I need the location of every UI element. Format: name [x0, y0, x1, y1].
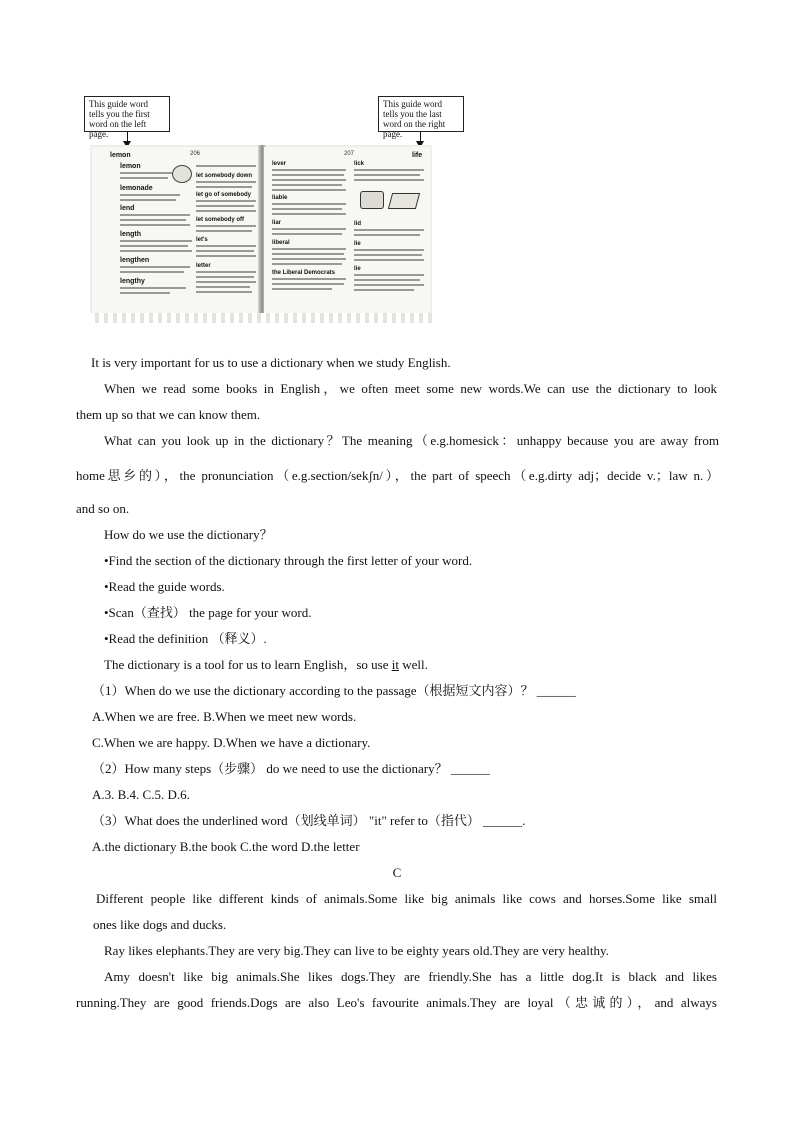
- pot-illustration: [360, 191, 384, 209]
- step-1: •Find the section of the dictionary through the first letter of your word.: [104, 553, 473, 568]
- question-2-options: A.3. B.4. C.5. D.6.: [92, 787, 190, 802]
- section-c-label: C: [392, 865, 402, 880]
- section-c-paragraph-1-line-2: ones like dogs and ducks.: [93, 917, 227, 932]
- torn-page-edge: [90, 313, 432, 323]
- left-guide-word: lemon: [110, 152, 131, 159]
- headword: lick: [354, 161, 365, 167]
- headword: letter: [196, 263, 211, 269]
- right-guide-callout: This guide word tells you the last word on the right page.: [378, 96, 464, 132]
- headword: lid: [354, 221, 361, 227]
- question-2: （2）How many steps（步骤） do we need to use the dictionary？ ______: [92, 761, 490, 776]
- box-illustration: [388, 193, 420, 209]
- dictionary-image: [90, 145, 432, 323]
- passage-paragraph-2-line-1: What can you look up in the dictionary？The meaning（e.g.homesick：unhappy because you are away from: [104, 433, 719, 448]
- right-guide-word: life: [412, 152, 423, 159]
- how-to-use-heading: How do we use the dictionary？: [104, 527, 273, 542]
- passage-paragraph-1-line-1: When we read some books in English，we often meet some new words.We can use the dictionary to look: [104, 381, 717, 396]
- headword: liable: [272, 195, 288, 201]
- headword: liberal: [272, 240, 290, 246]
- section-c-paragraph-3-line-2: running.They are good friends.Dogs are also Leo's favourite animals.They are loyal（忠诚的），and always: [76, 995, 717, 1010]
- passage-paragraph-1-line-2: them up so that we can know them.: [76, 407, 261, 422]
- headword: lengthy: [120, 278, 145, 285]
- headword: lengthen: [120, 257, 150, 264]
- headword: lever: [272, 161, 287, 167]
- step-4: •Read the definition （释义）.: [104, 631, 267, 646]
- headword: lie: [354, 266, 361, 272]
- left-guide-callout: This guide word tells you the first word on the left page.: [84, 96, 170, 132]
- passage-paragraph-2-line-2: home思乡的），the pronunciation（e.g.section/sekʃn/），the part of speech（e.g.dirty adj；decide v.；law n.）: [76, 468, 719, 483]
- headword: let somebody off: [196, 217, 245, 223]
- right-page-number: 207: [344, 151, 355, 157]
- headword: lemon: [120, 163, 141, 170]
- lemon-illustration: [172, 165, 192, 183]
- passage-paragraph-2-line-3: and so on.: [76, 501, 130, 516]
- question-1-options-cd: C.When we are happy. D.When we have a dictionary.: [92, 735, 371, 750]
- headword: the Liberal Democrats: [272, 270, 336, 276]
- passage-closing: [104, 657, 428, 673]
- closing-text-a: The dictionary is a tool for us to learn English，so use: [104, 657, 392, 672]
- headword: length: [120, 231, 141, 238]
- step-3: •Scan（查找） the page for your word.: [104, 605, 312, 620]
- headword: lend: [120, 205, 135, 212]
- section-c-paragraph-2: Ray likes elephants.They are very big.They can live to be eighty years old.They are very healthy.: [104, 943, 609, 958]
- question-1-options-ab: A.When we are free. B.When we meet new words.: [92, 709, 357, 724]
- question-1: （1）When do we use the dictionary according to the passage（根据短文内容）？ ______: [92, 683, 576, 698]
- headword: lie: [354, 241, 361, 247]
- dictionary-right-page: [264, 147, 430, 315]
- headword: let's: [196, 237, 208, 243]
- section-c-paragraph-1-line-1: Different people like different kinds of animals.Some like big animals like cows and horses.Some like small: [96, 891, 717, 906]
- section-c-paragraph-3-line-1: Amy doesn't like big animals.She likes dogs.They are friendly.She has a little dog.It is black and likes: [104, 969, 717, 984]
- headword: let go of somebody: [196, 192, 252, 198]
- question-3: （3）What does the underlined word（划线单词） "it" refer to（指代） ______.: [92, 813, 526, 828]
- left-page-number: 206: [190, 151, 201, 157]
- passage-intro: It is very important for us to use a dictionary when we study English.: [91, 355, 451, 370]
- closing-text-b: well.: [399, 657, 428, 672]
- dictionary-left-page: [92, 147, 260, 315]
- headword: liar: [272, 220, 282, 226]
- underlined-word-it: it: [391, 657, 399, 672]
- step-2: •Read the guide words.: [104, 579, 225, 594]
- headword: let somebody down: [196, 173, 253, 179]
- question-3-options: A.the dictionary B.the book C.the word D.the letter: [92, 839, 360, 854]
- headword: lemonade: [120, 185, 153, 192]
